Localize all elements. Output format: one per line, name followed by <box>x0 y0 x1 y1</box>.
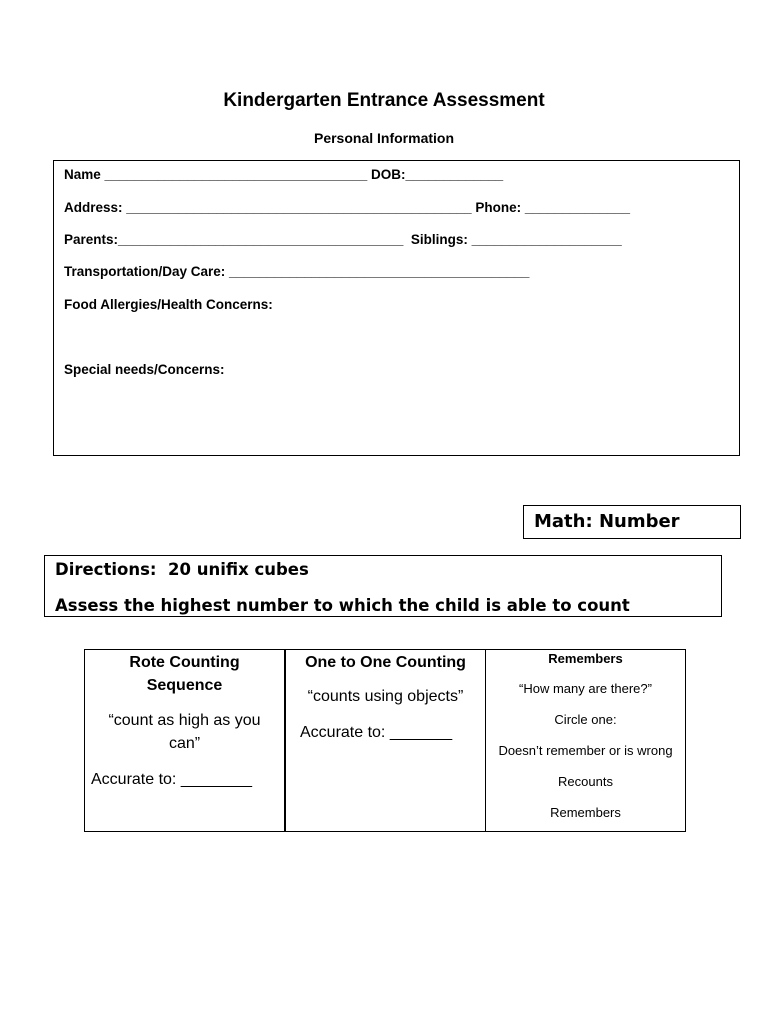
name-dob-field[interactable]: Name ___________________________________ DOB:_____________ <box>64 167 504 182</box>
parents-siblings-field[interactable]: Parents:______________________________________ Siblings: ____________________ <box>64 232 622 247</box>
rote-heading-line-1: Rote Counting <box>129 654 240 671</box>
rote-instruction-line-1: “count as high as you <box>108 712 261 729</box>
food-allergies-label: Food Allergies/Health Concerns: <box>64 297 273 312</box>
directions-box <box>44 555 722 617</box>
one-to-one-heading: One to One Counting <box>305 654 466 671</box>
option-doesnt-remember[interactable]: Doesn’t remember or is wrong <box>498 743 673 758</box>
directions-line-1: Directions: 20 unifix cubes <box>55 560 309 579</box>
option-recounts[interactable]: Recounts <box>558 774 613 789</box>
one-to-one-accurate-to-field[interactable]: Accurate to: _______ <box>300 724 453 741</box>
personal-info-box <box>53 160 740 456</box>
one-to-one-column <box>286 650 486 831</box>
math-section-label: Math: Number <box>523 505 741 539</box>
rote-counting-column <box>85 650 286 831</box>
assessment-table <box>84 649 686 832</box>
rote-accurate-to-field[interactable]: Accurate to: ________ <box>91 771 253 788</box>
circle-one-label: Circle one: <box>554 712 617 727</box>
remembers-column <box>486 650 685 831</box>
rote-heading-line-2: Sequence <box>146 677 223 694</box>
address-phone-field[interactable]: Address: ______________________________________________ Phone: ______________ <box>64 200 630 215</box>
document-title: Kindergarten Entrance Assessment <box>223 90 545 111</box>
one-to-one-instruction: “counts using objects” <box>307 688 464 705</box>
option-remembers[interactable]: Remembers <box>550 805 621 820</box>
special-needs-label: Special needs/Concerns: <box>64 362 225 377</box>
remembers-question: “How many are there?” <box>519 681 652 696</box>
remembers-heading: Remembers <box>548 651 623 666</box>
directions-line-2: Assess the highest number to which the child is able to count <box>55 596 630 615</box>
section-subtitle: Personal Information <box>313 130 455 146</box>
transportation-field[interactable]: Transportation/Day Care: ________________________________________ <box>64 264 530 279</box>
rote-instruction-line-2: can” <box>168 735 201 752</box>
